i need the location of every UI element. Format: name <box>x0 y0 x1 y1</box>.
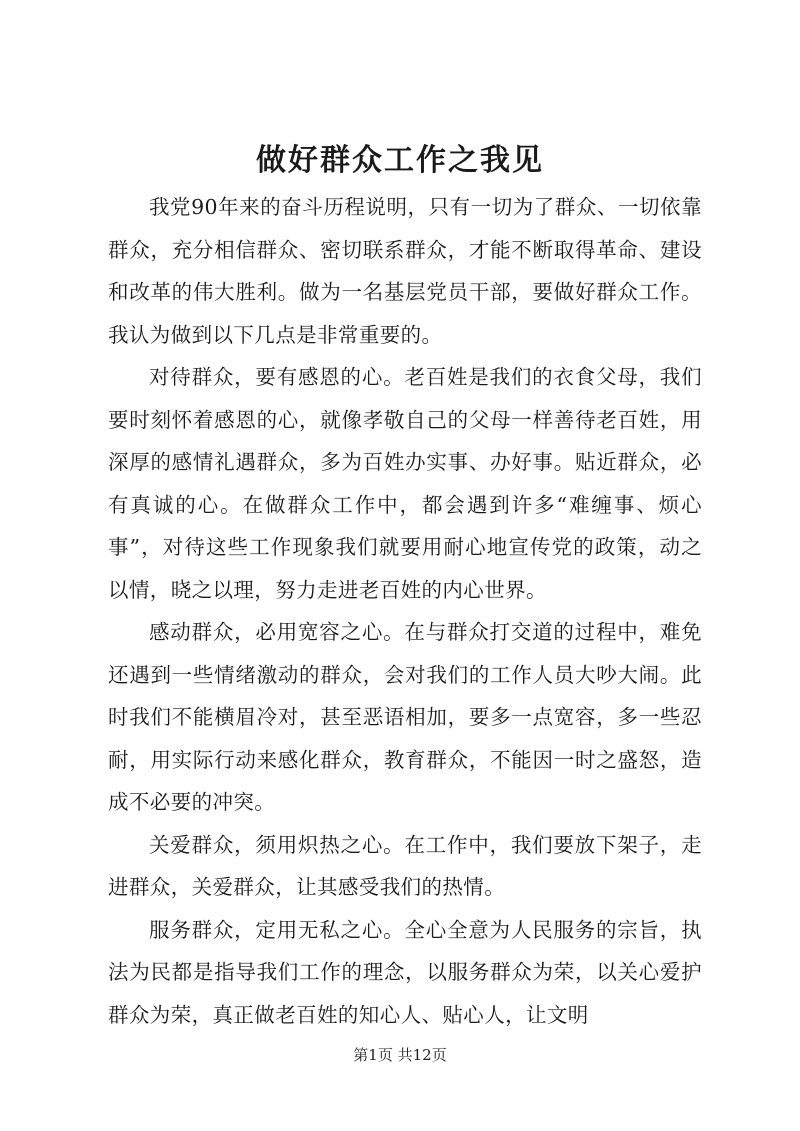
paragraph-1: 我党90年来的奋斗历程说明，只有一切为了群众、一切依靠群众，充分相信群众、密切联系群众，才能不断取得革命、建设和改革的伟大胜利。做为一名基层党员干部，要做好群众工作。我认为做到以下几点是非常重要的。 <box>108 195 702 347</box>
paragraph-4: 关爱群众，须用炽热之心。在工作中，我们要放下架子，走进群众，关爱群众，让其感受我们的热情。 <box>108 832 702 899</box>
document-title: 做好群众工作之我见 <box>256 143 544 178</box>
paragraph-3: 感动群众，必用宽容之心。在与群众打交道的过程中，难免还遇到一些情绪激动的群众，会对我们的工作人员大吵大闹。此时我们不能横眉冷对，甚至恶语相加，要多一点宽容，多一些忍耐，用实际行动来感化群众，教育群众，不能因一时之盛怒，造成不必要的冲突。 <box>108 620 702 814</box>
paragraph-5: 服务群众，定用无私之心。全心全意为人民服务的宗旨，执法为民都是指导我们工作的理念，以服务群众为荣，以关心爱护群众为荣，真正做老百姓的知心人、贴心人，让文明 <box>108 917 702 1027</box>
page-footer: 第1页 共12页 <box>353 1046 447 1064</box>
paragraph-2: 对待群众，要有感恩的心。老百姓是我们的衣食父母，我们要时刻怀着感恩的心，就像孝敬自己的父母一样善待老百姓，用深厚的感情礼遇群众，多为百姓办实事、办好事。贴近群众，必有真诚的心。在做群众工作中，都会遇到许多“难缠事、烦心事”，对待这些工作现象我们就要用耐心地宣传党的政策，动之以情，晓之以理，努力走进老百姓的内心世界。 <box>108 365 702 602</box>
document-body <box>108 186 702 1036</box>
